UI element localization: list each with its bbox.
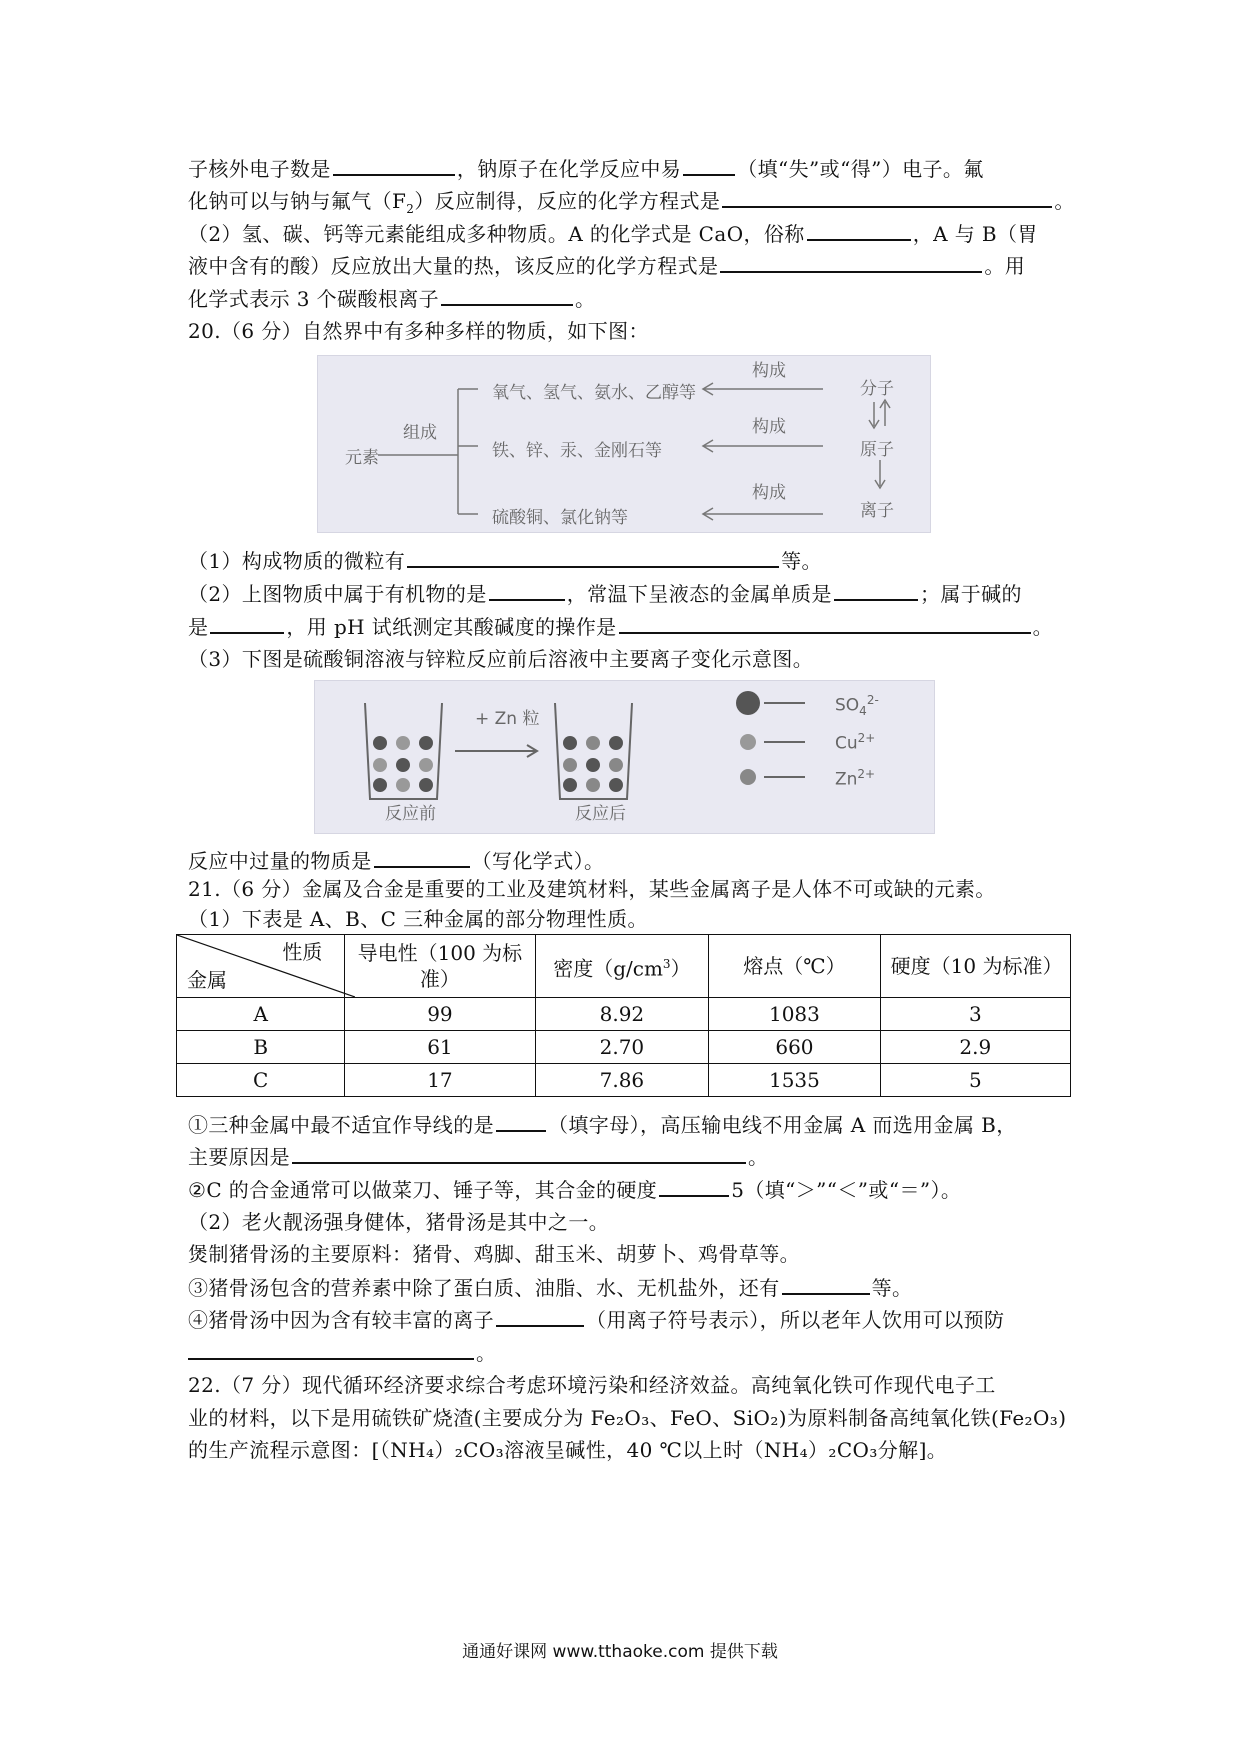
table-row: C 17 7.86 1535 5 — [177, 1064, 1071, 1097]
q21-heading: 21.（6 分）金属及合金是重要的工业及建筑材料，某些金属离子是人体不可或缺的元素。 — [188, 877, 996, 901]
atomic-substances: 铁、锌、汞、金刚石等 — [492, 441, 662, 461]
q22-line-1: 22.（7 分）现代循环经济要求综合考虑环境污染和经济效益。高纯氧化铁可作现代电子工 — [188, 1373, 996, 1397]
molecular-substances: 氧气、氢气、氨水、乙醇等 — [492, 383, 696, 403]
answer-blank[interactable] — [489, 581, 565, 601]
answer-blank[interactable] — [619, 614, 1031, 634]
constitute-label-1: 构成 — [752, 361, 786, 381]
answer-blank[interactable] — [441, 286, 573, 306]
q20-part-2-cont: 是 ，用 pH 试纸测定其酸碱度的操作是 。 — [188, 615, 1053, 639]
copper-legend: $Cu^{2+}$ — [835, 731, 876, 754]
answer-blank[interactable] — [720, 253, 982, 273]
after-label: 反应后 — [575, 804, 626, 824]
answer-blank[interactable] — [683, 156, 735, 176]
answer-blank[interactable] — [807, 221, 911, 241]
ion-reaction-diagram — [314, 680, 935, 834]
answer-blank[interactable] — [292, 1144, 746, 1164]
q19-line-4: 液中含有的酸）反应放出大量的热，该反应的化学方程式是 。用 — [188, 254, 1026, 278]
zinc-legend: $Zn^{2+}$ — [835, 767, 876, 790]
answer-blank[interactable] — [496, 1112, 546, 1132]
header-hardness: 硬度（10 为标准） — [880, 935, 1070, 998]
q22-line-3: 的生产流程示意图：[（NH₄）₂CO₃溶液呈碱性，40 ℃以上时（NH₄）₂CO₃分解]。 — [188, 1438, 948, 1462]
table-header-row — [177, 935, 1071, 998]
footer-credit: 通通好课网 www.tthaoke.com 提供下载 — [462, 1642, 778, 1662]
q21-sub-4-cont: 。 — [188, 1340, 496, 1365]
matter-classification-diagram — [317, 355, 931, 533]
table-corner-cell: 性质 金属 — [177, 935, 345, 998]
answer-blank[interactable] — [722, 188, 1052, 208]
constitute-label-2: 构成 — [752, 417, 786, 437]
answer-blank[interactable] — [333, 156, 455, 176]
header-density: 密度$(g/cm^3)$ — [535, 935, 709, 998]
answer-blank[interactable] — [782, 1275, 870, 1295]
q20-heading: 20.（6 分）自然界中有多种多样的物质，如下图： — [188, 319, 649, 343]
q19-line-5: 化学式表示 3 个碳酸根离子 。 — [188, 287, 596, 311]
answer-blank[interactable] — [374, 848, 470, 868]
add-zinc-label: + Zn 粒 — [475, 709, 540, 729]
before-label: 反应前 — [385, 804, 436, 824]
q21-sub-2: ②C 的合金通常可以做菜刀、锤子等，其合金的硬度 5（填“＞”“＜”或“＝”）。 — [188, 1178, 962, 1202]
q19-line-2: 化钠可以与钠与氟气$(F_2)$反应制得，反应的化学方程式是 。 — [188, 189, 1075, 216]
metal-properties-table — [176, 934, 1071, 1097]
q21-sub-4: ④猪骨汤中因为含有较丰富的离子 （用离子符号表示），所以老年人饮用可以预防 — [188, 1308, 1005, 1332]
answer-blank[interactable] — [188, 1340, 474, 1360]
q20-part-1: （1）构成物质的微粒有 等。 — [188, 549, 822, 573]
q21-sub-1: ①三种金属中最不适宜作导线的是 （填字母），高压输电线不用金属 A 而选用金属 B， — [188, 1113, 1017, 1137]
answer-blank[interactable] — [210, 614, 284, 634]
answer-blank[interactable] — [496, 1307, 584, 1327]
constitute-label-3: 构成 — [752, 483, 786, 503]
q19-line-1: 子核外电子数是 ，钠原子在化学反应中易 （填“失”或“得”）电子。氟 — [188, 157, 984, 181]
q22-line-2: 业的材料，以下是用硫铁矿烧渣(主要成分为 Fe₂O₃、FeO、SiO₂)为原料制备高纯氧化铁(Fe₂O₃) — [188, 1406, 1067, 1430]
answer-blank[interactable] — [407, 548, 779, 568]
q21-sub-3: ③猪骨汤包含的营养素中除了蛋白质、油脂、水、无机盐外，还有 等。 — [188, 1276, 913, 1300]
header-conductivity: 导电性（100 为标准） — [345, 935, 535, 998]
q21-sub-1-cont: 主要原因是 。 — [188, 1145, 769, 1169]
q21-part-2: （2）老火靓汤强身健体，猪骨汤是其中之一。 — [188, 1210, 610, 1234]
q20-part-2: （2）上图物质中属于有机物的是 ，常温下呈液态的金属单质是 ；属于碱的 — [188, 582, 1022, 606]
sulfate-legend: $SO_4^{2-}$ — [835, 693, 879, 719]
table-row: A 99 8.92 1083 3 — [177, 998, 1071, 1031]
q20-part-3: （3）下图是硫酸铜溶液与锌粒反应前后溶液中主要离子变化示意图。 — [188, 647, 814, 671]
answer-blank[interactable] — [659, 1177, 729, 1197]
table-row: B 61 2.70 660 2.9 — [177, 1031, 1071, 1064]
composition-label: 组成 — [403, 423, 437, 443]
q21-ingredients: 煲制猪骨汤的主要原料：猪骨、鸡脚、甜玉米、胡萝卜、鸡骨草等。 — [188, 1242, 800, 1266]
element-label: 元素 — [345, 448, 379, 468]
atom-label: 原子 — [860, 440, 894, 460]
ionic-substances: 硫酸铜、氯化钠等 — [492, 508, 628, 528]
ion-label: 离子 — [860, 501, 894, 521]
answer-blank[interactable] — [834, 581, 918, 601]
q21-part-1: （1）下表是 A、B、C 三种金属的部分物理性质。 — [188, 907, 648, 931]
q20-part-3-answer: 反应中过量的物质是 （写化学式）。 — [188, 849, 605, 873]
molecule-label: 分子 — [860, 379, 894, 399]
header-melting-point: 熔点（℃） — [709, 935, 880, 998]
q19-line-3: （2）氢、碳、钙等元素能组成多种物质。A 的化学式是 CaO，俗称 ，A 与 B（胃 — [188, 222, 1038, 246]
